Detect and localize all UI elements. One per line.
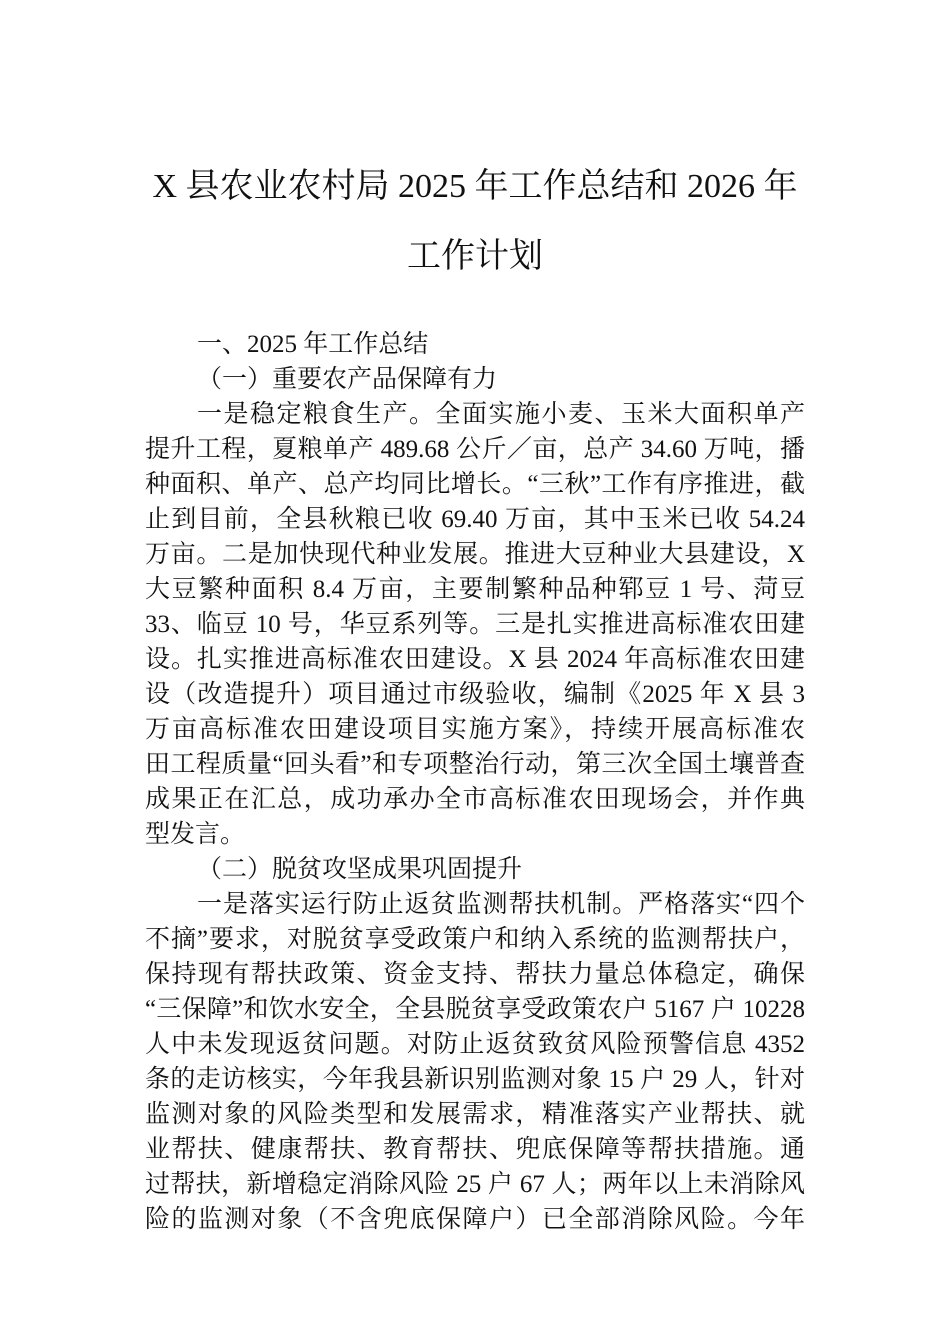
text-line: 业帮扶、健康帮扶、教育帮扶、兜底保障等帮扶措施。通	[145, 1136, 805, 1163]
text-line: 过帮扶，新增稳定消除风险 25 户 67 人；两年以上未消除风	[145, 1171, 805, 1198]
text-line: 险的监测对象（不含兜底保障户）已全部消除风险。今年	[145, 1206, 805, 1233]
text-line: 条的走访核实，今年我县新识别监测对象 15 户 29 人，针对	[145, 1066, 805, 1093]
text-line: 止到目前，全县秋粮已收 69.40 万亩，其中玉米已收 54.24	[145, 506, 805, 533]
text-line: 提升工程，夏粮单产 489.68 公斤／亩，总产 34.60 万吨，播	[145, 436, 805, 463]
text-line: “三保障”和饮水安全，全县脱贫享受政策农户 5167 户 10228	[145, 996, 805, 1023]
text-line: 田工程质量“回头看”和专项整治行动，第三次全国土壤普查	[145, 751, 805, 778]
text-line: 种面积、单产、总产均同比增长。“三秋”工作有序推进，截	[145, 471, 805, 498]
text-line: 一是落实运行防止返贫监测帮扶机制。严格落实“四个	[197, 891, 805, 918]
text-line: 万亩。二是加快现代种业发展。推进大豆种业大县建设，X	[145, 541, 805, 568]
document-title-line-1: X 县农业农村局 2025 年工作总结和 2026 年	[152, 168, 798, 205]
section-heading: 一、2025 年工作总结	[197, 331, 429, 358]
text-line: 型发言。	[145, 821, 246, 848]
document-title-line-2: 工作计划	[407, 238, 543, 275]
text-line: 保持现有帮扶政策、资金支持、帮扶力量总体稳定，确保	[145, 961, 805, 988]
text-line: 监测对象的风险类型和发展需求，精准落实产业帮扶、就	[145, 1101, 805, 1128]
text-line: 设（改造提升）项目通过市级验收，编制《2025 年 X 县 3	[145, 681, 805, 708]
text-line: 成果正在汇总，成功承办全市高标准农田现场会，并作典	[145, 786, 805, 813]
text-line: 不摘”要求，对脱贫享受政策户和纳入系统的监测帮扶户，	[145, 926, 805, 953]
document-body	[145, 327, 805, 1237]
text-line: 设。扎实推进高标准农田建设。X 县 2024 年高标准农田建	[145, 646, 805, 673]
paragraph	[145, 887, 805, 1237]
subsection-heading: （一）重要农产品保障有力	[197, 366, 498, 393]
subsection-heading: （二）脱贫攻坚成果巩固提升	[197, 856, 523, 883]
paragraph	[145, 397, 805, 852]
text-line: 一是稳定粮食生产。全面实施小麦、玉米大面积单产	[197, 401, 805, 428]
text-line: 人中未发现返贫问题。对防止返贫致贫风险预警信息 4352	[145, 1031, 805, 1058]
text-line: 大豆繁种面积 8.4 万亩，主要制繁种品种郓豆 1 号、菏豆	[145, 576, 805, 603]
text-line: 33、临豆 10 号，华豆系列等。三是扎实推进高标准农田建	[145, 611, 805, 638]
text-line: 万亩高标准农田建设项目实施方案》，持续开展高标准农	[145, 716, 805, 743]
